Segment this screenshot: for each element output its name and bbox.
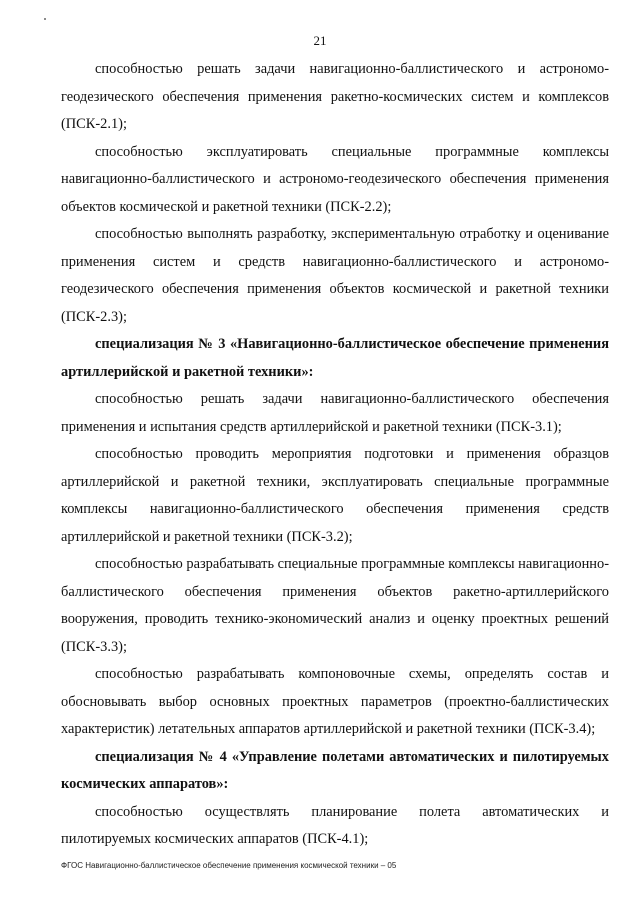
specialization-heading: специализация № 3 «Навигационно-баллистическое обеспечение применения артиллерийской и ракетной техники»:: [61, 336, 609, 380]
page-number: 21: [313, 33, 327, 48]
competency-item: способностью разрабатывать компоновочные схемы, определять состав и обосновывать выбор основных проектных параметров (проектно-баллистических характеристик) летательных аппаратов артиллерийской и ракетной техники (ПСК-3.4);: [61, 666, 609, 737]
page-footer: ФГОС Навигационно-баллистическое обеспечение применения космической техники – 05: [61, 861, 397, 870]
competency-item: способностью эксплуатировать специальные программные комплексы навигационно-баллистического и астрономо-геодезического обеспечения применения объектов космической и ракетной техники (ПСК-2.2);: [61, 143, 609, 215]
scan-speck: [44, 18, 46, 20]
competency-item: способностью проводить мероприятия подготовки и применения образцов артиллерийской и ракетной техники, эксплуатировать специальные программные комплексы навигационно-баллистического обеспечения применения средств артиллерийской и ракетной техники (ПСК-3.2);: [61, 446, 609, 545]
competency-item: способностью решать задачи навигационно-баллистического обеспечения применения и испытания средств артиллерийской и ракетной техники (ПСК-3.1);: [61, 391, 609, 435]
competency-item: способностью выполнять разработку, экспериментальную отработку и оценивание применения систем и средств навигационно-баллистического и астрономо-геодезического обеспечения применения объектов космической и ракетной техники (ПСК-2.3);: [61, 226, 609, 325]
page-content: [61, 56, 609, 854]
competency-item: способностью решать задачи навигационно-баллистического и астрономо-геодезического обеспечения применения ракетно-космических систем и комплексов (ПСК-2.1);: [61, 61, 609, 132]
specialization-heading: специализация № 4 «Управление полетами автоматических и пилотируемых космических аппаратов»:: [61, 748, 609, 792]
competency-item: способностью осуществлять планирование полета автоматических и пилотируемых космических аппаратов (ПСК-4.1);: [61, 803, 609, 847]
competency-item: способностью разрабатывать специальные программные комплексы навигационно-баллистического обеспечения применения объектов ракетно-артиллерийского вооружения, проводить технико-экономический анализ и оценку проектных решений (ПСК-3.3);: [61, 556, 609, 655]
